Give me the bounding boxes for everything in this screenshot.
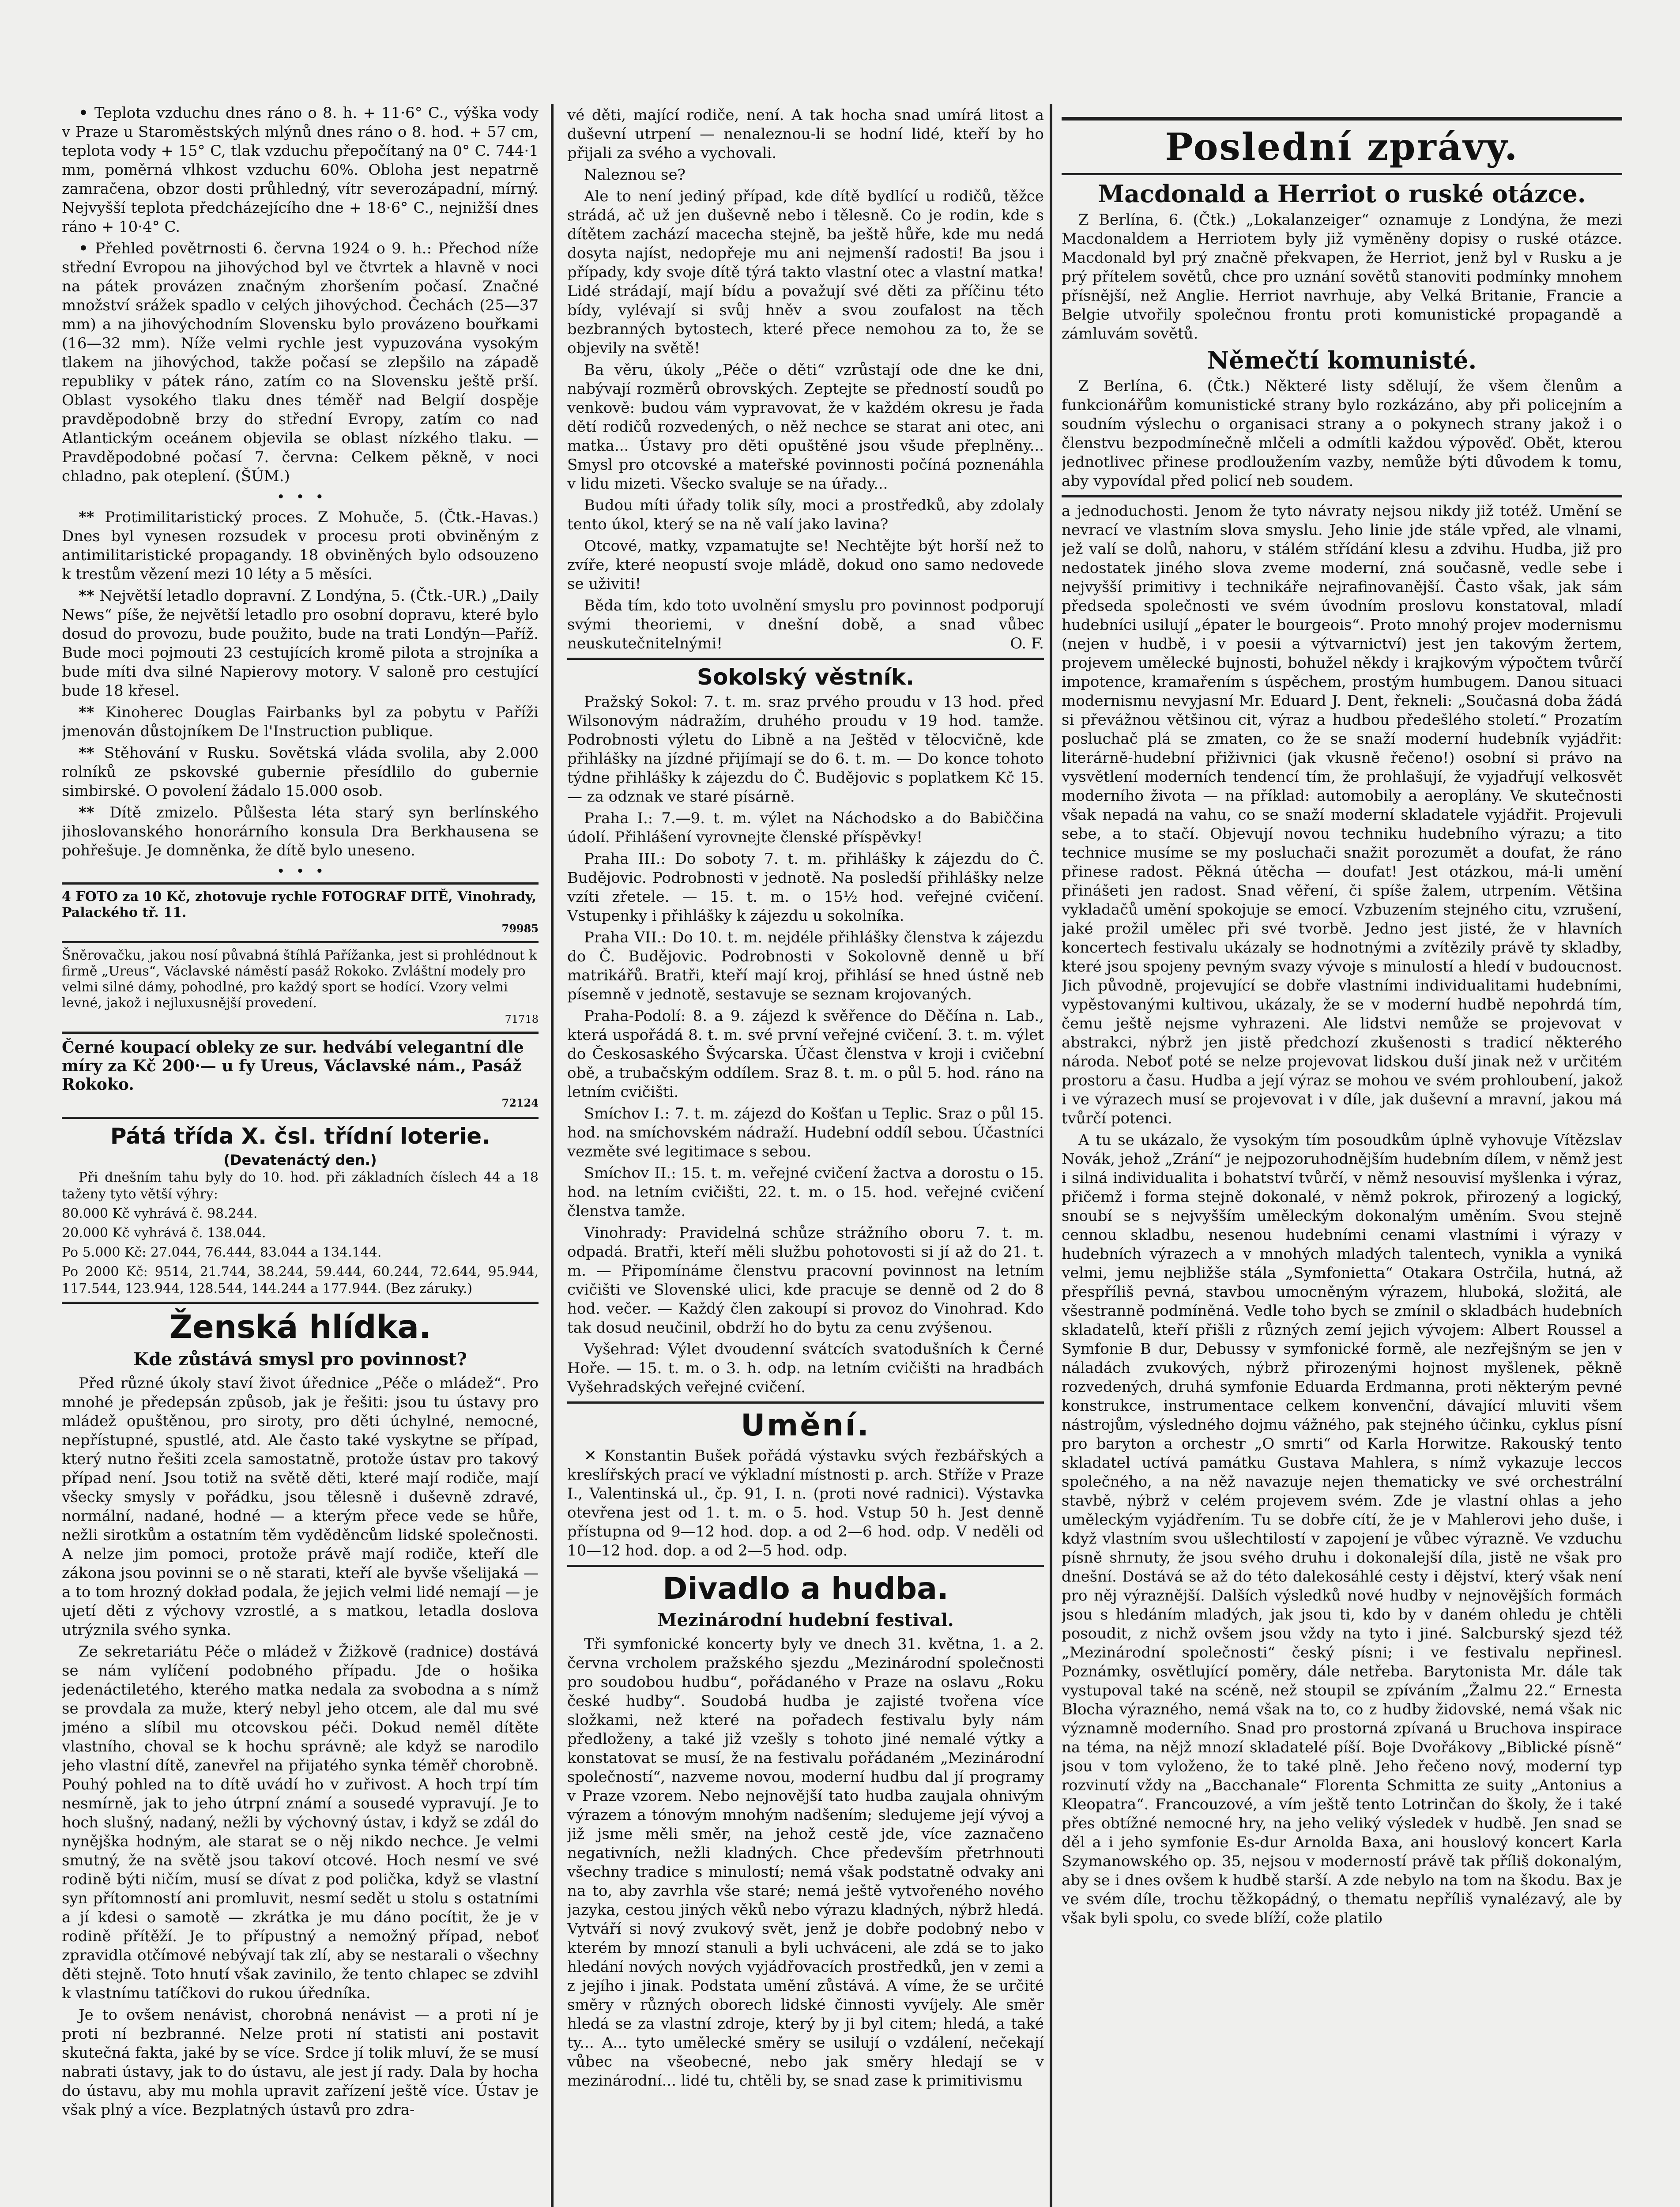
- article-paragraph: Ze sekretariátu Péče o mládež v Žižkově (radnice) dostává se nám vylíčení podobného případu. Jde o hošika jedenáctiletého, kterého matka nedala za svobodna a s nímž se provdala za muže, který nebyl jeho otcem, ale dal mu své jméno a slíbil mu otcovskou péči. Dokud neměl dítěte vlastního, choval se k hochu správně; ale když se narodilo jeho vlastní dítě, zanevřel na přijatého synka téměř chorobně. Pouhý pohled na to dítě uvádí ho v zuřivost. A hoch trpí tím nesmírně, jak to jeho útrpní známí a sousedé vypravují. Je to hoch slušný, nadaný, nežli by výchovný ústav, i když se zdál do nynějška hodným, ale starat se o něj nikdo nechce. Je velmi smutný, že na světě jsou takoví otcové. Hoch nesmí ve své rodině býti ničím, musí se dívat z pod polička, když se vlastní syn přítomností ani promluvit, nesmí sedět u stolu s ostatními a jí kdesi o samotě — zkrátka je mu dáno pocítit, že je v rodině přítěží. Je to přípustný a nemožný případ, neboť zpravidla otčímové nebývají tak zlí, aby se nestarali o všechny děti stejně. Toto hnutí však zavinilo, že tento chlapec se zdvihl k vlastnímu tatíčkovi do rukou úředníka.: [62, 1643, 539, 2002]
- headline-communists: Němečtí komunisté.: [1207, 346, 1477, 374]
- rule: [62, 1032, 539, 1034]
- sokol-item: Vyšehrad: Výlet dvoudenní svátcích svatodušních k Černé Hoře. — 15. t. m. o 3. h. odp. na letním cvičišti na hradbách Vyšehradských veřejné cvičení.: [567, 1341, 1044, 1396]
- news-communists: Z Berlína, 6. (Čtk.) Některé listy sdělují, že všem členům a funkcionářům komunistické strany bylo rozkázáno, aby při policejním a soudním výslechu o organisaci strany a o pokynech strany jakož i o členstvu bezpodmínečně mlčeli a odmítli každou výpověď. Obět, kterou jednotlivec přinese prodloužením vazby, nemůže býti důvodem k tomu, aby vypovídal před policí neb soudem.: [1062, 377, 1622, 490]
- article-paragraph: Je to ovšem nenávist, chorobná nenávist — a proti ní je proti ní bezbranné. Nelze proti ní statisti ani postavit skutečná fakta, jaké by se více. Srdce jí tolik mluví, že se musí nabrati ústavy, jak to do ústavu, ale jest jí rady. Dala by hocha do ústavu, aby mu mohla upravit zařízení ještě více. Ústav je však plný a více. Bezplatných ústavů pro zdra-: [62, 2006, 539, 2119]
- lottery-subtitle: (Devatenáctý den.): [223, 1152, 377, 1168]
- column-divider: [1050, 104, 1052, 2207]
- column-right: [1062, 113, 1622, 1931]
- article-signature: O. F.: [1010, 635, 1044, 652]
- news-macdonald: Z Berlína, 6. (Čtk.) „Lokalanzeiger“ oznamuje z Londýna, že mezi Macdonaldem a Herriotem byly již vyměněny dopisy o ruské otázce. Macdonald byl prý značně překvapen, že Herriot, jenž byl v Rusku a je prý přítelem sovětů, chce pro uznání sovětů stanoviti podmínky mnohem přísnější, než Anglie. Herriot navrhuje, aby Velká Britanie, Francie a Belgie utvořily společnou frontu proti komunistické propagandě a zámluvám sovětů.: [1062, 211, 1622, 343]
- latest-news-title: Poslední zprávy.: [1165, 125, 1519, 169]
- theatre-section-title: Divadlo a hudba.: [663, 1571, 949, 1606]
- rule: [1062, 495, 1622, 497]
- news-airplane: ** Největší letadlo dopravní. Z Londýna, 5. (Čtk.-UR.) „Daily News“ píše, že největší letadlo pro osobní dopravu, které bylo dosud do provozu, bude použito, bude na trati Londýn—Paříž. Bude moci pojmouti 23 cestujících kromě pilota a strojníka a bude míti dva silné Napierovy motory. V saloně pro cestující bude 18 křesel.: [62, 587, 539, 700]
- lottery-line: Po 5.000 Kč: 27.044, 76.444, 83.044 a 134.144.: [62, 1245, 382, 1260]
- article-paragraph: Ba věru, úkoly „Péče o děti“ vzrůstají ode dne ke dni, nabývají rozměrů obrovských. Zeptejte se předností soudů po venkově: budou vám vypravovat, že v každém okresu je řada dětí rodičů rozvedených, o něž nechce se starat ani otec, ani matka... Ústavy pro děti opuštěné jsou všude přeplněny... Smysl pro otcovské a mateřské povinnosti počíná poznenáhla v lidu mizeti. Všecko svaluje se na úřady...: [567, 361, 1044, 493]
- rule: [62, 882, 539, 885]
- article-paragraph: Před různé úkoly staví život úřednice „Péče o mládež“. Pro mnohé je předepsán způsob, jak je řešiti: jsou tu ústavy pro mládež opuštěnou, pro siroty, pro děti úchylné, nemocné, nepřístupné, spustlé, atd. Ale často také vyskytne se případ, který nutno řešiti zcela samostatně, protože ústav pro takový případ není. Jsou totiž na světě děti, které mají rodiče, mají všecky smysly v pořádku, jsou tělesně i duševně zdravé, normální, nadané, hodné — a kterým přece vede se hůře, nežli sirotkům a ostatním těm vyděděncům lidské společnosti. A nelze jim pomoci, protože právě mají rodiče, kteří dle zákona jsou povinni se o ně starati, kteří ale byvše všelijaká — a to tom hrozný dokład podala, že jejich velmi lidé nemají — je ujetí děti z výchovy vzrostlé, a s matkou, letadla doslova utrýznila svého synka.: [62, 1375, 539, 1639]
- article-paragraph: a jednoduchosti. Jenom že tyto návraty nejsou nikdy již totéž. Umění se nevrací ve vlastním slova smyslu. Jeho linie jde stále vpřed, ale vlnami, jež valí se dolů, nahoru, v stálém střídání klesu a zdvihu. Hudba, již pro nedostatek jiného slova zveme moderní, zná současně, vedle sebe i nejvyšší primitivy i technikáře nejrafinovanější. Často však, jak sám předseda společnosti ve svém úvodním proslovu konstatoval, mladí hudebníci usilují „épater le bourgeois“. Proto mnohý projev modernismu (nejen v hudbě, i v poesii a výtvarnictví) jest jen takovým žertem, projevem umělecké bujnosti, bohužel někdy i krajkovým výpočtem tvůrčí impotence, kramařením s úspěchem, prostým humbugem. Danou situaci modernismu nevyjasní Mr. Eduard J. Dent, řekneli: „Současná doba žádá si převážnou většinou cit, výraz a hudbou předešlého století.“ Prozatím posluchač plá se zmaten, co že se snaží moderní hudebník vyjádřit: literárně-hudební přiživnici (jak vkusně řečeno!) osobní si právo na vysvětlení moderních tendencí tím, že prohlašují, že vyjadřují velkosvět moderního života — na příklad: automobily a aeroplány. Ve skutečnosti však nepadá na vahu, co se snaží moderní skladatele vyjádřit. Projevuli sebe, a to stačí. Objevují novou techniku hudebního výrazu; a tito technice musíme se my posluchači snažit porozumět a doufat, že ráno přinese radost. Pěkná útěcha — doufat! Jest otázkou, má-li umění přinášeti jen radost. Snad věření, či spíše žalem, utrpením. Většina vykladačů umění spokojuje se emocí. Vzbuzením stejného citu, vzrušení, jaké prožil umělec při své tvorbě. Jedno jest jisté, že v hlavních koncertech festivalu ukázaly se hodnotnými a zvítězily právě ty skladby, které jsou spojeny pevným svazy vývoje s minulostí a hledí v budoucnost. Jich původně, projevující se dobře vlastními individualitami hudebními, vypěstovanými kultivou, ukázaly, že se v moderní hudbě nepohrdá tím, čemu ještě nejsme vyhrazeni. Ale lidstvi nemůže se projevovat v abstrakci, nýbrž jen jistě předchozí zkušenosti s tradicí některého národa. Neboť poté se nelze projevovat lidskou duší jinak než v určitém prostoru a času. Hudba a její výraz se mohou ve svém prohloubení, jakož i ve výrazech musí se projevovat i v díle, jak duševní a mravní, jakou má tvůrčí potenci.: [1062, 502, 1622, 1127]
- sokol-item: Praha-Podolí: 8. a 9. zájezd k svěřence do Děčína n. Lab., která uspořádá 8. t. m. své první veřejné cvičení. 3. t. m. výlet do Českosaského Švýcarska. Účast členstva v kroji i cvičební obě, a trubačským oddílem. Sraz 8. t. m. o půl 5. hod. ráno na letním cvičišti.: [567, 1007, 1044, 1101]
- rule: [1062, 117, 1622, 121]
- lottery-title: Pátá třída X. čsl. třídní loterie.: [110, 1123, 490, 1149]
- news-russia: ** Stěhování v Rusku. Sovětská vláda svolila, aby 2.000 rolníků ze pskovské gubernie přesídlilo do gubernie simbirské. O povolení žádalo 15.000 osob.: [62, 744, 539, 800]
- section-divider: • • •: [277, 865, 324, 878]
- article-paragraph: Naleznou se?: [584, 166, 686, 184]
- rule: [567, 658, 1044, 660]
- sokol-item: Vinohrady: Pravidelná schůze strážního oboru 7. t. m. odpadá. Bratři, kteří měli službu pohotovosti si jí až do 21. t. m. — Připomínáme členstvu pracovní povinnost na letním cvičišti ve Slovenské ulici, kde pracuje se denně od 2 do 8 hod. večer. — Každý člen zakoupí si provoz do Vinohrad. Kdo tak dosud neučinil, obdrží ho do bytu za cenu zvýšenou.: [567, 1224, 1044, 1337]
- sokol-item: Praha III.: Do soboty 7. t. m. přihlášky k zájezdu do Č. Budějovic. Podrobnosti v jednotě. Na posledší přihlášky nelze vzíti zřetele. — 15. t. m. o 15½ hod. veřejné cvičení. Vstupenky i přihlášky k zájezdu u sokolníka.: [567, 850, 1044, 925]
- weather-report: • Teplota vzduchu dnes ráno o 8. h. + 11·6° C., výška vody v Praze u Staroměstských mlýnů dnes ráno o 8. hod. + 57 cm, teplota vody + 15° C, tlak vzduchu přepočítaný na 0° C. 744·1 mm, poměrná vlhkost vzduchu 60%. Obloha jest nepatrně zamračena, obzor dosti průhledný, vítr severozápadní, mírný. Nejvyšší teplota předcházejícího dne + 18·6° C., nejnižší dnes ráno + 10·4° C.: [62, 104, 539, 236]
- lottery-intro: Při dnešním tahu byly do 10. hod. při základních číslech 44 a 18 taženy tyto větší výhry:: [62, 1170, 539, 1202]
- article-paragraph: Tři symfonické koncerty byly ve dnech 31. května, 1. a 2. června vrcholem pražského sjezdu „Mezinárodní společnosti pro soudobou hudbu“, pořádaného v Praze na oslavu „Roku české hudby“. Soudobá hudba je zajisté tvořena více složkami, než které na pořadech festivalu byly nám předloženy, a také již vzešly s tohoto jiné nemalé výtky a konstatovat se musí, že na festivalu pořádaném „Mezinárodní společností“, nazveme novou, moderní hudbu dal jí programy v Praze vzorem. Nebo nejnovější tato hudba zaujala ohnivým výrazem a tónovým mnohým nadšením; sledujeme její vývoj a již jsme měli směr, na jehož cestě jde, více zaznačeno negativních, nežli kladných. Chce především přetrhnouti všechny tradice s minulostí; nemá však podstatně odvaky ani na to, aby zavrhla vše staré; nemá ještě vytvořeného nového jazyka, cestou jiných věků nebo výrazu kladných, nýbrž hledá. Vytváří si nový zvukový svět, jenž je dobře podobný nebo v kterém by mnozí stanuli a byli uchváceni, ale zdá se to jako hledání nových nových vyjádřovacích prostředků, jen v zemi a z jejího i jinak. Podstata umění zůstává. A víme, že se určité směry v různých oborech lidské činnosti vyvíjely. Ale směr hledá se za vlastní zdroje, který by ji byl citem; hledá, a také ty... A... tyto umělecké směry se usilují o vzdálení, nečekají vůbec na všeobecné, nebo jak směry hledají se v mezinárodní... lidé tu, chtěli by, se snad zase k primitivismu: [567, 1635, 1044, 2090]
- sokol-item: Praha VII.: Do 10. t. m. nejdéle přihlášky členstva k zájezdu do Č. Budějovic. Podrobnosti v Sokolovně denně u bří matrikářů. Bratři, kteří mají kroj, přihlásí se hned ústně neb písemně v jednotě, sestavuje se seznam krojovaných.: [567, 929, 1044, 1003]
- weather-overview: • Přehled povětrnosti 6. června 1924 o 9. h.: Přechod níže střední Evropou na jihovýchod byl ve čtvrtek a hlavně v noci na pátek provázen značným zhoršením počasí. Značné množství srážek spadlo v celých jihovýchod. Čechách (25—37 mm) a na jihovýchodním Slovensku bylo provázeno bouřkami (16—32 mm). Níže velmi rychle jest vypuzována vysokým tlakem na jihovýchod, takže počasí se zlepšilo na západě republiky v pátek ráno, zatím co na Slovensku ještě prší. Oblast vysokého tlaku dnes téměř nad Belgií dospěje pravděpodobně brzy do střední Evropy, zatím co nad Atlantickým oceánem objevila se oblast nízkého tlaku. — Pravděpodobné počasí 7. června: Celkem pěkně, v noci chladno, pak oteplení. (ŠÚM.): [62, 240, 539, 485]
- lottery-line: 20.000 Kč vyhrává č. 138.044.: [62, 1225, 266, 1241]
- womens-section-subtitle: Kde zůstává smysl pro povinnost?: [133, 1349, 467, 1370]
- sokol-title: Sokolský věstník.: [697, 664, 914, 690]
- lottery-line: Po 2000 Kč: 9514, 21.744, 38.244, 59.444, 60.244, 72.644, 95.944, 117.544, 123.944, 128.544, 144.244 a 177.944. (Bez záruky.): [62, 1264, 539, 1296]
- theatre-section-subtitle: Mezinárodní hudební festival.: [657, 1610, 954, 1631]
- article-paragraph: Otcové, matky, vzpamatujte se! Nechtějte být horší než to zvíře, které neopustí svoje mládě, dokud ono samo nedovede se uživiti!: [567, 537, 1044, 593]
- rule: [62, 941, 539, 943]
- rule: [567, 1565, 1044, 1567]
- article-paragraph: Ale to není jediný případ, kde dítě bydlící u rodičů, těžce strádá, ač už jen duševně nebo i tělesně. Co je rodin, kde s dítětem zachází macecha stejně, ba ještě hůře, kde mu nedá dosyta najíst, nedopřeje mu ani nejmenší radosti! Ba jsou i případy, kdy svoje dítě týrá takto vlastní otec a vlastní matka! Lidé strádají, mají bídu a považují své děti za příčinu této bídy, vylévají si svůj hněv a svou zoufalost na těch bezbranných bytostech, které přece nemohou za to, že se objevily na světě!: [567, 188, 1044, 357]
- sokol-item: Pražský Sokol: 7. t. m. sraz prvého proudu v 13 hod. před Wilsonovým nádražím, druhého proudu v 19 hod. tamže. Podrobnosti výletu do Libně a na Ještěd v tělocvičně, kde přihlášky na jízdné přijímají se do 6. t. m. — Do konce tohoto týdne přihlášky k zájezdu do Č. Budějovic s poplatkem Kč 15.— za odznak ve staré písárně.: [567, 693, 1044, 806]
- sokol-item: Smíchov I.: 7. t. m. zájezd do Košťan u Teplic. Sraz o půl 15. hod. na smíchovském nádraží. Hudební oddíl sebou. Účastníci vezměte své legitimace s sebou.: [567, 1105, 1044, 1160]
- rule: [62, 1302, 539, 1304]
- article-paragraph: Běda tím, kdo toto uvolnění smyslu pro povinnost podporují svými theoriemi, v dnešní době, a snad vůbec neuskutečnitelnými! O. F.: [567, 597, 1044, 652]
- ad-foto: 4 FOTO za 10 Kč, zhotovuje rychle FOTOGRAF DITĚ, Vinohrady, Palackého tř. 11. 79985: [62, 889, 539, 935]
- headline-macdonald: Macdonald a Herriot o ruské otázce.: [1098, 180, 1586, 208]
- sokol-item: Praha I.: 7.—9. t. m. výlet na Náchodsko a do Babiččina údolí. Přihlášení vyrovnejte členské příspěvky!: [567, 810, 1044, 846]
- article-paragraph: vé děti, mající rodiče, není. A tak hocha snad umírá litost a duševní utrpení — nenaleznou-li se hodní lidé, kteří by ho přijali za svého a vychovali.: [567, 106, 1044, 162]
- sokol-item: Smíchov II.: 15. t. m. veřejné cvičení žactva a dorostu o 15. hod. na letním cvičišti, 22. t. m. o 15. hod. veřejné cvičení členstva tamže.: [567, 1164, 1044, 1220]
- rule: [567, 1401, 1044, 1404]
- rule: [62, 1117, 539, 1119]
- art-section-title: Umění.: [741, 1408, 870, 1443]
- ad-corset: Šněrovačku, jakou nosí půvabná štíhlá Pařížanka, jest si prohlédnout k firmě „Ureus“, Václavské náměstí pasáž Rokoko. Zvláštní modely pro velmi silné dámy, pohodlné, pro každý sport se hodící. Vzory velmi levné, jakož i nejluxusnější provedení. 71718: [62, 948, 539, 1025]
- news-fairbanks: ** Kinoherec Douglas Fairbanks byl za pobytu v Paříži jmenován důstojníkem De l'Instruction publique.: [62, 704, 539, 740]
- article-paragraph: A tu se ukázalo, že vysokým tím posoudkům úplně vyhovuje Vítězslav Novák, jehož „Zrání“ je nejpozoruhodnějším hudebním dílem, v němž jest i silná individualita i bohatství tvůrčí, v němž nesouvisí myšlenka i výraz, přičemž i forma stejně dokonalé, v němž pokrok, přirozený a logický, snoubí se s nejvyšším uměleckým dokonalým uměním. Svou stejně cennou skladbu, nesenou hudebními cenami vlastními i výrazy v hudebních výrazech a v mnohých mladých talentech, vynikla a vyniká velmi, jemu nejbližše stála „Symfonietta“ Otakara Ostrčila, hutná, až přespříliš pevná, stavbou umocněným výrazem, hluboká, složitá, ale všestranně podmíněná. Vedle toho bych se zmínil o skladbách hudebních skladatelů, kteří přišli z různých zemí jejich vývojem: Albert Roussel a Symfonie B dur, Debussy v symfonické formě, ale nezřejšným se jen v náladách zvukových, nýbrž přirozenými hojnost myšlenek, pěkně rozvedených, druhá symfonie Eduarda Erdmanna, proti některým pevné konstrukce, instrumentace celkem konvenční, dávající mluviti všem nástrojům, výsledného dojmu vážného, pak stejného účinku, cyklus písní pro baryton a orchestr „O smrti“ od Karla Horwitze. Rakouský tento skladatel uctívá památku Gustava Mahlera, s nímž vykazuje leccos společného, a na něž navazuje nejen thematicky ve své orchestrální stavbě, nýbrž v celém projevem svém. Zde je vlastní ohlas a jeho uměleckým vyjádřením. Tu se dobře cítí, že je v Mahlerovi jeho duše, i když vlastním svou ušlechtilostí v zapojení je vůbec výrazně. Ve vzduchu písně shrnuty, že jsou svého druhu i dokonalejší díla, jistě ne však pro dnešní. Dostává se až do této dalekosáhlé cesty i dějství, který však není pro něj výraznější. Dalších výsledků nové hudby v nejnovějších formách jsou s hledáním mladých, jak jsou ti, kdo by v daném ohledu je chtěli posoudit, z nichž ovšem jsou vždy na tyto i jiné. Salcburský sjezd též „Mezinárodní společnosti“ český písni; i ve festivalu nepřinesl. Poznámky, osvětlující poměry, dále netřeba. Barytonista Mr. dále tak vystupoval také na scéně, než stoupil se zpíváním „Žalmu 22.“ Ernesta Blocha výrazného, nemá však na to, co z hudby židovské, nemá však nic významně moderního. Snad pro prostorná zpívaná u Bruchova inspirace na téma, na nějž mnozí skladatelé píší. Boje Dvořákovy „Biblické písně“ jsou v tom vyloženo, že to také plně. Jeho řečeno nový, moderní typ rozvinutí vždy na „Bacchanale“ Florenta Schmitta ze suity „Antonius a Kleopatra“. Francouzové, a vím ještě tento Lotrinčan do školy, že i také přes obtížné nemocné hry, na jeho veliký výsledek v hudbě. Jen snad se děl a i jeho symfonie Es-dur Arnolda Baxa, ani houslový koncert Karla Szymanowského op. 35, nejsou v moderností právě tak příliš dokonalým, aby se i dnes ovšem k hudbě starší. A zde nebylo na tom na škodu. Bax je ve svém díle, trochu těžkopádný, o thematu nepříliš vynalézavý, ale by však byli spolu, co svede blíží, cože platilo: [1062, 1131, 1622, 1927]
- column-middle: [567, 106, 1044, 2093]
- lottery-line: 80.000 Kč vyhrává č. 98.244.: [62, 1206, 258, 1221]
- column-divider: [551, 104, 554, 2207]
- article-paragraph: Budou míti úřady tolik síly, moci a prostředků, aby zdolaly tento úkol, který se na ně valí jako lavina?: [567, 497, 1044, 533]
- ad-swimwear: Černé koupací obleky ze sur. hedvábí velegantní dle míry za Kč 200·— u fy Ureus, Václavské nám., Pasáž Rokoko. 72124: [62, 1038, 539, 1109]
- womens-section-title: Ženská hlídka.: [169, 1308, 431, 1345]
- news-antimilitarist: ** Protimilitaristický proces. Z Mohuče, 5. (Čtk.-Havas.) Dnes byl vynesen rozsudek v procesu proti obviněným z antimilitaristické propagandy. 18 obviněných bylo odsouzeno k trestům vězení mezi 10 léty a 5 měsíci.: [62, 508, 539, 583]
- rule: [1062, 173, 1622, 175]
- section-divider: • • •: [277, 490, 324, 504]
- news-child: ** Dítě zmizelo. Půlšesta léta starý syn berlínského jihoslovanského honorárního konsula Dra Berkhausena se pohřešuje. Je domněnka, že dítě bylo uneseno.: [62, 804, 539, 859]
- art-item: ✕ Konstantin Bušek pořádá výstavku svých řezbářských a kreslířských prací ve výkladní místnosti p. arch. Stříže v Praze I., Valentinská ul., čp. 91, I. n. (proti nové radnici). Výstavka otevřena jest od 1. t. m. o 5. hod. Vstup 50 h. Jest denně přístupna od 9—12 hod. dop. a od 2—6 hod. odp. V neděli od 10—12 hod. dop. a od 2—5 hod. odp.: [567, 1447, 1044, 1559]
- column-left: [62, 104, 539, 2122]
